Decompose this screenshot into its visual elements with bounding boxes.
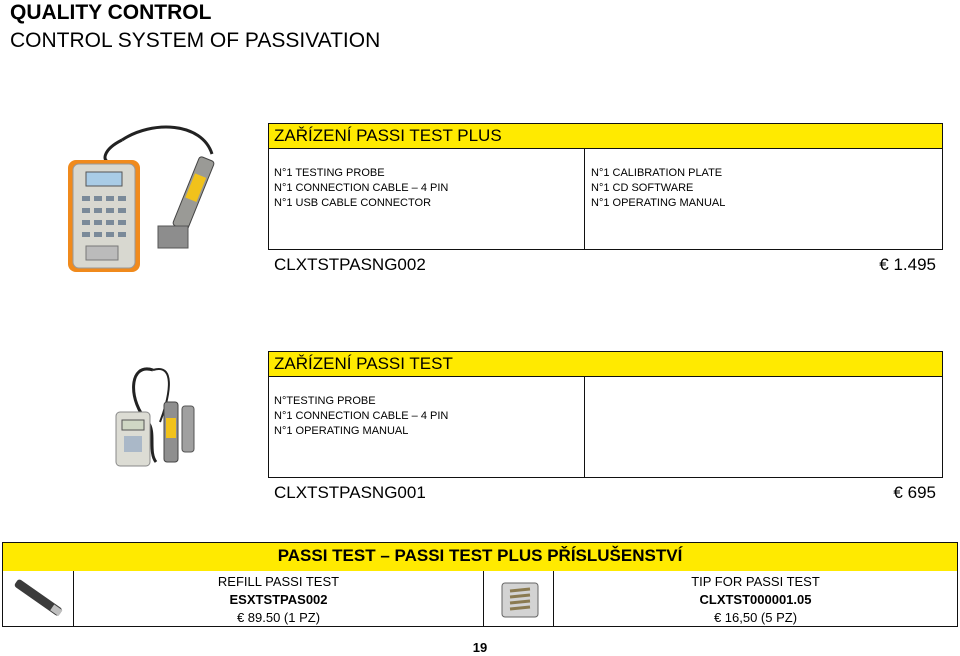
tip-price: € 16,50 (5 PZ) bbox=[713, 610, 798, 625]
passi-test-image bbox=[108, 362, 208, 472]
refill-image-cell bbox=[3, 571, 73, 626]
euro-icon: € bbox=[893, 483, 903, 502]
product-1-price: € 1.495 bbox=[879, 255, 936, 274]
page-subtitle: CONTROL SYSTEM OF PASSIVATION bbox=[10, 29, 381, 52]
list-item: N°1 CALIBRATION PLATE bbox=[591, 167, 723, 179]
product-1-right-items bbox=[591, 166, 725, 211]
product-2-code: CLXTSTPASNG001 bbox=[274, 483, 426, 502]
list-item: N°1 TESTING PROBE bbox=[274, 167, 385, 179]
list-item: N°1 CD SOFTWARE bbox=[591, 182, 694, 194]
product-2-title: ZAŘÍZENÍ PASSI TEST bbox=[268, 351, 943, 377]
tip-code: CLXTST000001.05 bbox=[699, 592, 812, 607]
refill-image bbox=[3, 571, 73, 626]
passi-test-plus-image bbox=[62, 122, 222, 277]
refill-code: ESXTSTPAS002 bbox=[229, 592, 328, 607]
list-item: N°1 CONNECTION CABLE – 4 PIN bbox=[274, 182, 449, 194]
page-number: 19 bbox=[472, 640, 488, 655]
page-title: QUALITY CONTROL bbox=[10, 1, 212, 24]
list-item: N°1 CONNECTION CABLE – 4 PIN bbox=[274, 410, 449, 422]
list-item: N°1 USB CABLE CONNECTOR bbox=[274, 197, 432, 209]
list-item: N°TESTING PROBE bbox=[274, 395, 376, 407]
tip-name: TIP FOR PASSI TEST bbox=[691, 574, 820, 589]
tip-image bbox=[484, 571, 554, 626]
product-2-price: € 695 bbox=[893, 483, 936, 502]
accessories-title: PASSI TEST – PASSI TEST PLUS PŘÍSLUŠENSTVÍ bbox=[277, 546, 683, 565]
product-1-left-items bbox=[274, 166, 448, 211]
tip-image-cell bbox=[483, 571, 553, 626]
product-2-left-items bbox=[274, 394, 448, 439]
list-item: N°1 OPERATING MANUAL bbox=[274, 425, 409, 437]
refill-cell bbox=[73, 571, 483, 626]
refill-name: REFILL PASSI TEST bbox=[217, 574, 340, 589]
product-1-title: ZAŘÍZENÍ PASSI TEST PLUS bbox=[268, 123, 943, 149]
product-1-code: CLXTSTPASNG002 bbox=[274, 255, 426, 274]
list-item: N°1 OPERATING MANUAL bbox=[591, 197, 726, 209]
euro-icon: € bbox=[879, 255, 889, 274]
tip-cell bbox=[553, 571, 957, 626]
refill-price: € 89.50 (1 PZ) bbox=[236, 610, 321, 625]
